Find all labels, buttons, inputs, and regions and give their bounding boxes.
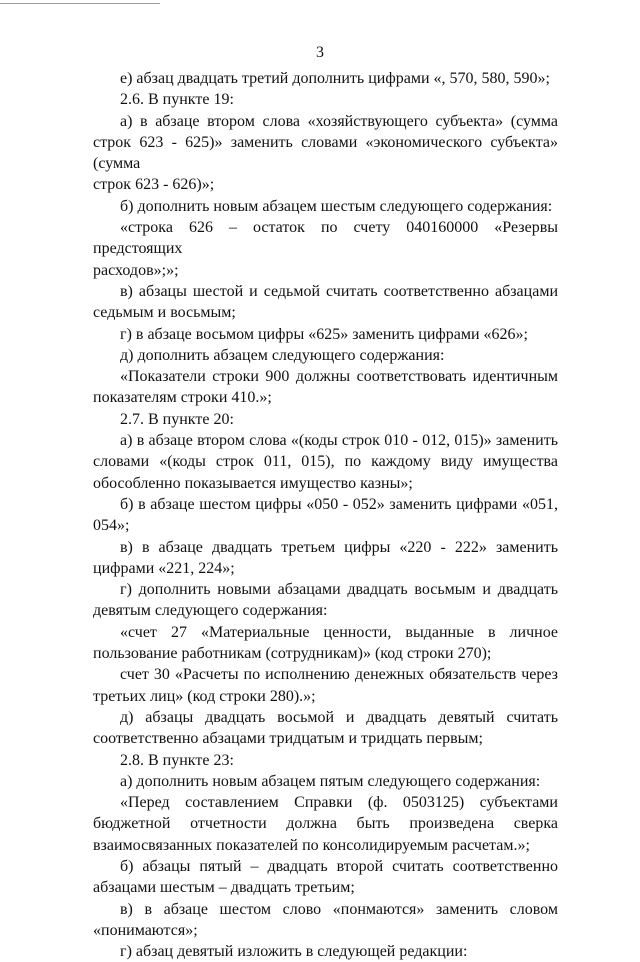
text-line: д) дополнить абзацем следующего содержания: — [120, 346, 445, 364]
text-line: взаимосвязанных показателей по консолидируемым расчетам.»; — [93, 836, 530, 854]
text-line: седьмым и восьмым; — [93, 304, 236, 322]
text-line: соответственно абзацами тридцатым и тридцать первым; — [93, 730, 483, 748]
text-line: «счет 27 «Материальные ценности, выданные в личное — [120, 623, 558, 641]
text-line: строк 623 - 626)»; — [93, 176, 215, 194]
text-line: г) абзац девятый изложить в следующей редакции: — [120, 943, 468, 961]
text-line: б) абзацы пятый – двадцать второй считать соответственно — [120, 857, 558, 875]
text-line: 2.6. В пункте 19: — [120, 91, 234, 109]
text-line: 054»; — [93, 517, 130, 535]
document-body — [93, 68, 558, 962]
text-line: «понимаются»; — [93, 921, 198, 939]
text-line: в) в абзаце шестом слово «понмаются» заменить словом — [120, 900, 558, 918]
text-line: бюджетной отчетности должна быть произведена сверка — [93, 815, 558, 833]
top-edge-rule — [0, 3, 160, 4]
text-line: цифрами «221, 224»; — [93, 559, 235, 577]
text-line: 2.7. В пункте 20: — [120, 410, 234, 428]
text-line: девятым следующего содержания: — [93, 602, 328, 620]
text-line: г) дополнить новыми абзацами двадцать восьмым и двадцать — [120, 581, 558, 599]
text-line: е) абзац двадцать третий дополнить цифрами «, 570, 580, 590»; — [120, 70, 550, 87]
text-line: «Показатели строки 900 должны соответствовать идентичным — [120, 368, 558, 386]
text-line: 2.8. В пункте 23: — [120, 751, 234, 769]
page-number: 3 — [316, 44, 324, 61]
text-line: абзацами шестым – двадцать третьим; — [93, 879, 355, 897]
text-line: расходов»;»; — [93, 261, 179, 279]
text-line: г) в абзаце восьмом цифры «625» заменить цифрами «626»; — [120, 325, 528, 343]
text-line: а) в абзаце втором слова «(коды строк 010 - 012, 015)» заменить — [120, 432, 558, 450]
text-line: а) дополнить новым абзацем пятым следующего содержания: — [120, 772, 541, 790]
text-line: а) в абзаце втором слова «хозяйствующего субъекта» (сумма — [120, 112, 558, 130]
text-line: д) абзацы двадцать восьмой и двадцать девятый считать — [120, 708, 558, 726]
text-line: «Перед составлением Справки (ф. 0503125) субъектами — [120, 794, 558, 812]
text-line: б) в абзаце шестом цифры «050 - 052» заменить цифрами «051, — [120, 495, 558, 513]
text-line: в) абзацы шестой и седьмой считать соответственно абзацами — [120, 282, 558, 300]
text-line: «строка 626 – остаток по счету 040160000 «Резервы предстоящих — [93, 219, 558, 258]
text-line: б) дополнить новым абзацем шестым следующего содержания: — [120, 197, 553, 215]
text-line: счет 30 «Расчеты по исполнению денежных обязательств через — [120, 666, 558, 684]
text-line: в) в абзаце двадцать третьем цифры «220 - 222» заменить — [120, 538, 558, 556]
text-line: третьих лиц» (код строки 280).»; — [93, 687, 316, 705]
text-line: пользование работникам (сотрудникам)» (код строки 270); — [93, 645, 492, 663]
text-line: строк 623 - 625)» заменить словами «экономического субъекта» (сумма — [93, 133, 558, 173]
text-line: показателям строки 410.»; — [93, 389, 272, 407]
text-line: словами «(коды строк 011, 015), по каждому виду имущества — [93, 453, 558, 471]
text-line: обособленно показывается имущество казны»; — [93, 474, 413, 492]
